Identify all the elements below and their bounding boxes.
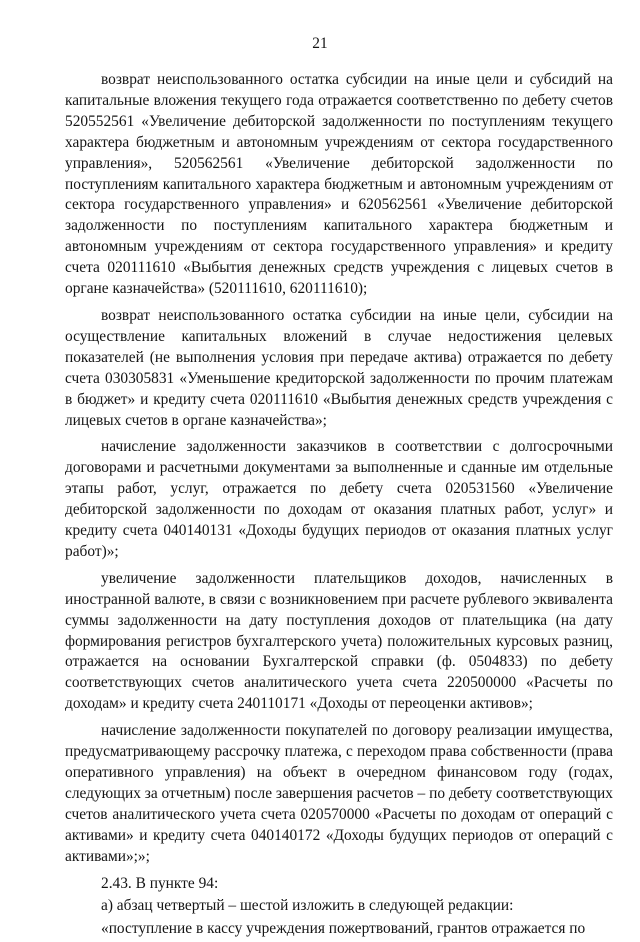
paragraph: а) абзац четвертый – шестой изложить в следующей редакции: — [101, 897, 514, 915]
paragraph: увеличение задолженности плательщиков доходов, начисленных в иностранной валюте, в связи с возникновением при расчете рублевого эквивалента суммы задолженности на дату поступления доходов от плательщика (на дату формирования регистров бухгалтерского учета) положительных курсовых разниц, отражается на основании Бухгалтерской справки (ф. 0504833) по дебету соответствующих счетов аналитического учета счета 220500000 «Расчеты по доходам» и кредиту счета 240110171 «Доходы от переоценки активов»; — [65, 569, 613, 713]
paragraph: начисление задолженности покупателей по договору реализации имущества, предусматривающему рассрочку платежа, с переходом права собственности (права оперативного управления) на объект в очередном финансовом году (годах, следующих за отчетным) после завершения расчетов – по дебету соответствующих счетов аналитического учета счета 020570000 «Расчеты по доходам от операций с активами» и кредиту счета 040140172 «Доходы будущих периодов от операций с активами»;»; — [65, 722, 613, 865]
paragraph: «поступление в кассу учреждения пожертвований, грантов отражается по — [101, 920, 586, 938]
page-number: 21 — [312, 35, 328, 52]
section-heading: 2.43. В пункте 94: — [101, 874, 219, 892]
paragraph: возврат неиспользованного остатка субсидии на иные цели и субсидий на капитальные вложения текущего года отражается соответственно по дебету счетов 520552561 «Увеличение дебиторской задолженности по поступлениям текущего характера бюджетным и автономным учреждениям от сектора государственного управления», 520562561 «Увеличение дебиторской задолженности по поступлениям капитального характера бюджетным и автономным учреждениям от сектора государственного управления» и 620562561 «Увеличение дебиторской задолженности по поступлениям капитального характера бюджетным и автономным учреждениям от сектора государственного управления» и кредиту счета 020111610 «Выбытия денежных средств учреждения с лицевых счетов в органе казначейства» (520111610, 620111610); — [65, 71, 613, 298]
paragraph: возврат неиспользованного остатка субсидии на иные цели, субсидии на осуществление капитальных вложений в случае недостижения целевых показателей (не выполнения условия при передаче актива) отражается по дебету счета 030305831 «Уменьшение кредиторской задолженности по прочим платежам в бюджет» и кредиту счета 020111610 «Выбытия денежных средств учреждения с лицевых счетов в органе казначейства»; — [65, 306, 613, 429]
document-body — [65, 70, 613, 942]
paragraph: начисление задолженности заказчиков в соответствии с долгосрочными договорами и расчетными документами за выполненные и сданные им отдельные этапы работ, услуг, отражается по дебету счета 020531560 «Увеличение дебиторской задолженности по доходам от оказания платных работ, услуг» и кредиту счета 040140131 «Доходы будущих периодов от оказания платных услуг работ)»; — [65, 438, 613, 560]
